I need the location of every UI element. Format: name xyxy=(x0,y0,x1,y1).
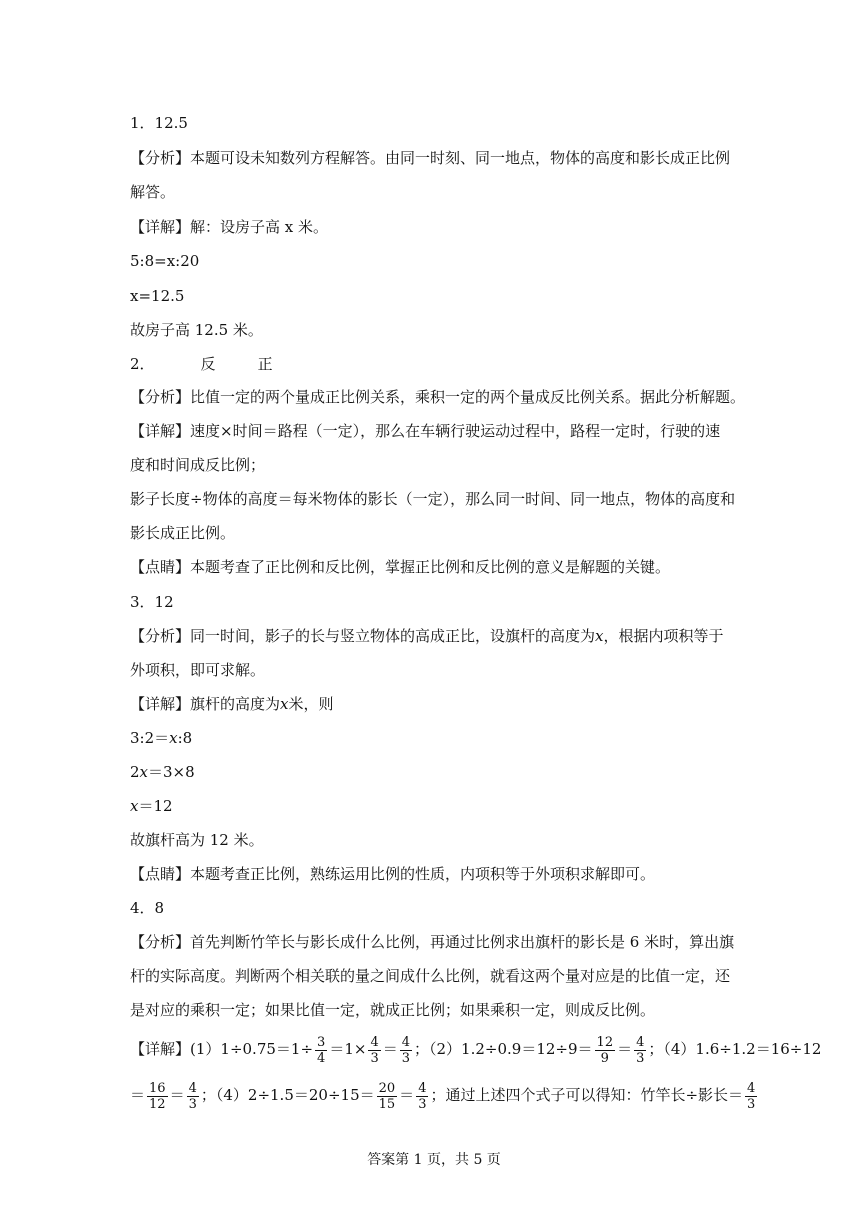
q2-detail-line-2: 度和时间成反比例； xyxy=(130,456,266,474)
q2-answer-2: 正 xyxy=(257,355,273,373)
q1-analysis-line-2: 解答。 xyxy=(130,183,176,201)
numerator: 4 xyxy=(370,1034,379,1050)
eq-text: ；（2）1.2÷0.9＝12÷9＝ xyxy=(414,1040,593,1058)
q3-comment: 【点睛】本题考查正比例，熟练运用比例的性质，内项积等于外项积求解即可。 xyxy=(130,865,656,883)
denominator: 3 xyxy=(370,1050,379,1066)
q2-comment: 【点睛】本题考查了正比例和反比例，掌握正比例和反比例的意义是解题的关键。 xyxy=(130,558,671,576)
fraction xyxy=(400,1035,412,1066)
q1-equation-2: x=12.5 xyxy=(130,287,185,305)
variable-x: x xyxy=(139,763,149,781)
q2-number: 2． xyxy=(130,355,155,373)
eq-text: ；通过上述四个式子可以得知：竹竿长÷影长＝ xyxy=(430,1086,744,1104)
variable-x: x xyxy=(130,797,139,815)
numerator: 16 xyxy=(149,1080,166,1096)
q4-analysis-line-3: 是对应的乘积一定；如果比值一定，就成正比例；如果乘积一定，则成反比例。 xyxy=(130,1001,656,1019)
q2-detail-line-3: 影子长度÷物体的高度＝每米物体的影长（一定），那么同一时间、同一地点，物体的高度和 xyxy=(130,490,736,508)
q3-equation-1 xyxy=(130,728,192,748)
denominator: 12 xyxy=(149,1096,166,1112)
q2-analysis: 【分析】比值一定的两个量成正比例关系，乘积一定的两个量成反比例关系。据此分析解题。 xyxy=(130,388,746,406)
variable-x: x xyxy=(169,729,178,747)
fraction xyxy=(595,1035,616,1066)
q1-detail-line-1: 【详解】解：设房子高 x 米。 xyxy=(130,218,328,236)
q4-analysis-line-2: 杆的实际高度。判断两个相关联的量之间成什么比例，就看这两个量对应是的比值一定，还 xyxy=(130,967,731,985)
denominator: 3 xyxy=(188,1096,197,1112)
variable-x: x xyxy=(280,695,289,713)
denominator: 3 xyxy=(747,1096,756,1112)
eq-text: 2 xyxy=(130,763,140,781)
q2-detail-line-1: 【详解】速度×时间＝路程（一定），那么在车辆行驶运动过程中，路程一定时，行驶的速 xyxy=(130,422,721,440)
numerator: 4 xyxy=(418,1080,427,1096)
fraction xyxy=(745,1081,757,1112)
eq-text: ＝ xyxy=(382,1040,398,1058)
eq-text: ；（4）1.6÷1.2＝16÷12 xyxy=(648,1040,822,1058)
denominator: 3 xyxy=(418,1096,427,1112)
eq-text: ＝ xyxy=(399,1086,415,1104)
fraction xyxy=(368,1035,380,1066)
numerator: 4 xyxy=(747,1080,756,1096)
q4-answer-heading: 4．8 xyxy=(130,899,165,917)
numerator: 4 xyxy=(636,1034,645,1050)
fraction xyxy=(147,1081,168,1112)
eq-text: :8 xyxy=(177,729,193,747)
q4-detail-line-1 xyxy=(130,1032,821,1066)
q1-conclusion: 故房子高 12.5 米。 xyxy=(130,321,263,339)
denominator: 3 xyxy=(401,1050,411,1066)
fraction xyxy=(187,1081,199,1112)
numerator: 4 xyxy=(188,1080,197,1096)
denominator: 15 xyxy=(378,1096,396,1112)
q2-answer-1: 反 xyxy=(200,355,216,373)
fraction xyxy=(377,1081,398,1112)
eq-text: ＝12 xyxy=(138,797,173,815)
q3-equation-3 xyxy=(130,796,173,816)
numerator: 4 xyxy=(401,1034,411,1050)
denominator: 9 xyxy=(600,1050,609,1066)
variable-x: x xyxy=(595,627,604,645)
q3-conclusion: 故旗杆高为 12 米。 xyxy=(130,831,264,849)
eq-text: ＝3×8 xyxy=(148,763,195,781)
numerator: 12 xyxy=(596,1034,614,1050)
eq-text: ＝ xyxy=(169,1086,185,1104)
eq-text: 3:2＝ xyxy=(130,729,170,747)
q4-analysis-line-1: 【分析】首先判断竹竿长与影长成什么比例，再通过比例求出旗杆的影长是 6 米时，算出旗 xyxy=(130,933,735,951)
q3-analysis-text-end: ，根据内项积等于 xyxy=(603,627,724,645)
q3-analysis-line-1 xyxy=(130,626,724,646)
eq-text: 【详解】(1）1÷0.75＝1÷ xyxy=(130,1040,314,1058)
q1-analysis-line-1: 【分析】本题可设未知数列方程解答。由同一时刻、同一地点，物体的高度和影长成正比例 xyxy=(130,149,731,167)
eq-text: ＝1× xyxy=(329,1040,367,1058)
eq-text: ；（4）2÷1.5＝20÷15＝ xyxy=(200,1086,375,1104)
q2-detail-line-4: 影长成正比例。 xyxy=(130,524,236,542)
q1-answer-heading: 1．12.5 xyxy=(130,114,188,132)
fraction xyxy=(315,1035,327,1066)
q3-detail-text-end: 米，则 xyxy=(288,695,334,713)
q3-equation-2 xyxy=(130,762,195,782)
q4-detail-line-2 xyxy=(130,1078,759,1112)
q1-equation-1: 5:8=x:20 xyxy=(130,252,200,270)
q3-answer-heading: 3．12 xyxy=(130,593,174,611)
q3-detail-line-1 xyxy=(130,694,334,714)
q3-detail-text: 【详解】旗杆的高度为 xyxy=(130,695,281,713)
fraction xyxy=(634,1035,646,1066)
q3-analysis-line-2: 外项积，即可求解。 xyxy=(130,661,266,679)
fraction xyxy=(416,1081,428,1112)
eq-text: ＝ xyxy=(617,1040,633,1058)
q3-analysis-text: 【分析】同一时间，影子的长与竖立物体的高成正比，设旗杆的高度为 xyxy=(130,627,596,645)
numerator: 20 xyxy=(378,1080,396,1096)
page-footer: 答案第 1 页，共 5 页 xyxy=(367,1152,501,1168)
eq-text: ＝ xyxy=(130,1086,146,1104)
denominator: 3 xyxy=(636,1050,645,1066)
numerator: 3 xyxy=(317,1034,326,1050)
q2-answer-heading xyxy=(130,354,273,374)
denominator: 4 xyxy=(317,1050,326,1066)
